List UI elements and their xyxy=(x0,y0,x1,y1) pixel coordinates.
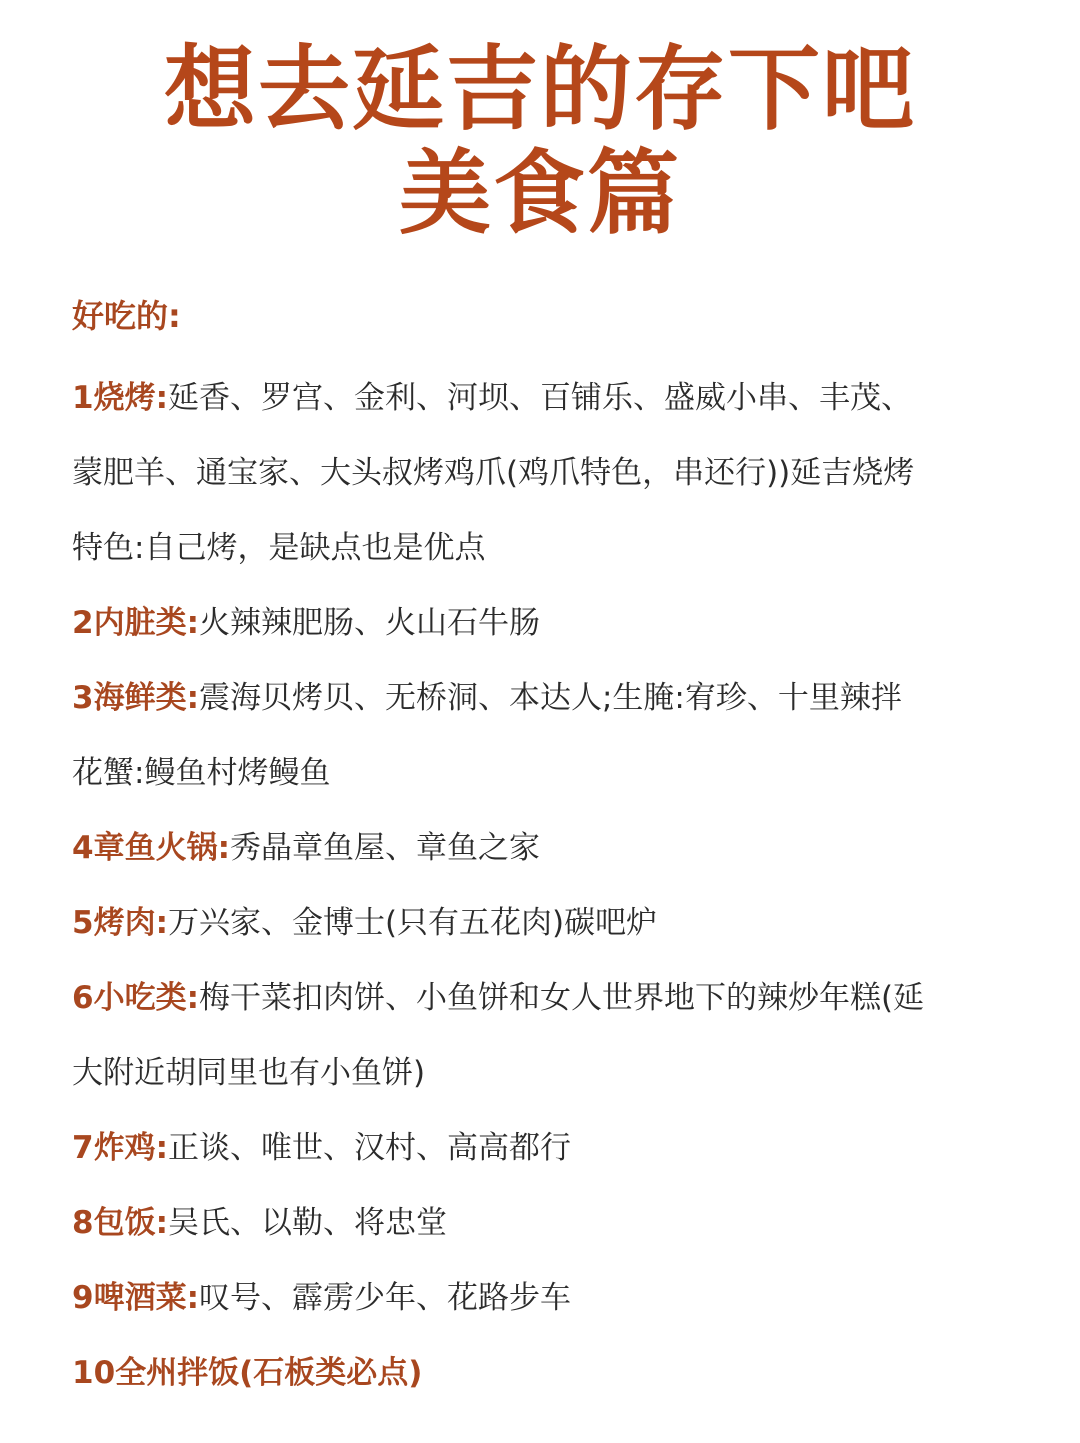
list-line xyxy=(72,1111,1022,1186)
item-heading: 8包饭: xyxy=(72,1205,168,1241)
list-line xyxy=(72,811,1022,886)
item-text: 正谈、唯世、汉村、高高都行 xyxy=(167,1130,571,1166)
list-line xyxy=(72,661,1022,736)
list-item xyxy=(72,661,1022,811)
list-item xyxy=(72,811,1022,886)
list-line xyxy=(72,736,1022,811)
item-heading: 2内脏类: xyxy=(72,605,199,641)
list-line xyxy=(72,361,1022,436)
item-text: 延香、罗宫、金利、河坝、百铺乐、盛威小串、丰茂、 xyxy=(167,380,912,416)
list-item xyxy=(72,1336,1022,1411)
item-heading: 1烧烤: xyxy=(72,380,168,416)
list-line xyxy=(72,1336,1022,1411)
list-line xyxy=(72,961,1022,1036)
list-item xyxy=(72,1186,1022,1261)
item-text: 万兴家、金博士(只有五花肉)碳吧炉 xyxy=(167,905,658,941)
list-item xyxy=(72,586,1022,661)
item-heading: 6小吃类: xyxy=(72,980,199,1016)
item-heading: 5烤肉: xyxy=(72,905,168,941)
item-text: 震海贝烤贝、无桥洞、本达人;生腌:宥珍、十里辣拌 xyxy=(198,680,902,716)
list-line xyxy=(72,1261,1022,1336)
item-text: 蒙肥羊、通宝家、大头叔烤鸡爪(鸡爪特色，串还行))延吉烧烤 xyxy=(72,455,915,491)
item-text: 梅干菜扣肉饼、小鱼饼和女人世界地下的辣炒年糕(延 xyxy=(198,980,925,1016)
section-label: 好吃的: xyxy=(72,297,181,335)
title-line-2: 美食篇 xyxy=(398,140,681,247)
item-text: 花蟹:鳗鱼村烤鳗鱼 xyxy=(72,755,331,791)
item-heading: 9啤酒菜: xyxy=(72,1280,199,1316)
item-heading: 4章鱼火锅: xyxy=(72,830,230,866)
item-text: 火辣辣肥肠、火山石牛肠 xyxy=(198,605,540,641)
list-line xyxy=(72,1186,1022,1261)
item-text: 叹号、霹雳少年、花路步车 xyxy=(198,1280,571,1316)
list-line xyxy=(72,511,1022,586)
list-item xyxy=(72,1111,1022,1186)
list-line xyxy=(72,1036,1022,1111)
item-heading: 3海鲜类: xyxy=(72,680,199,716)
list-line xyxy=(72,886,1022,961)
item-text: 吴氏、以勒、将忠堂 xyxy=(167,1205,447,1241)
item-heading: 7炸鸡: xyxy=(72,1130,168,1166)
list-item xyxy=(72,361,1022,586)
title-line-1: 想去延吉的存下吧 xyxy=(163,36,916,143)
item-text: 秀晶章鱼屋、章鱼之家 xyxy=(229,830,540,866)
list-item xyxy=(72,961,1022,1111)
list-item xyxy=(72,886,1022,961)
list-item xyxy=(72,1261,1022,1336)
item-text: 特色:自己烤，是缺点也是优点 xyxy=(72,530,486,566)
page-title xyxy=(0,38,1080,246)
item-text: 大附近胡同里也有小鱼饼) xyxy=(72,1055,426,1091)
item-heading: 10全州拌饭(石板类必点) xyxy=(72,1355,423,1391)
list-line xyxy=(72,586,1022,661)
food-list xyxy=(72,286,1022,1411)
list-line xyxy=(72,436,1022,511)
